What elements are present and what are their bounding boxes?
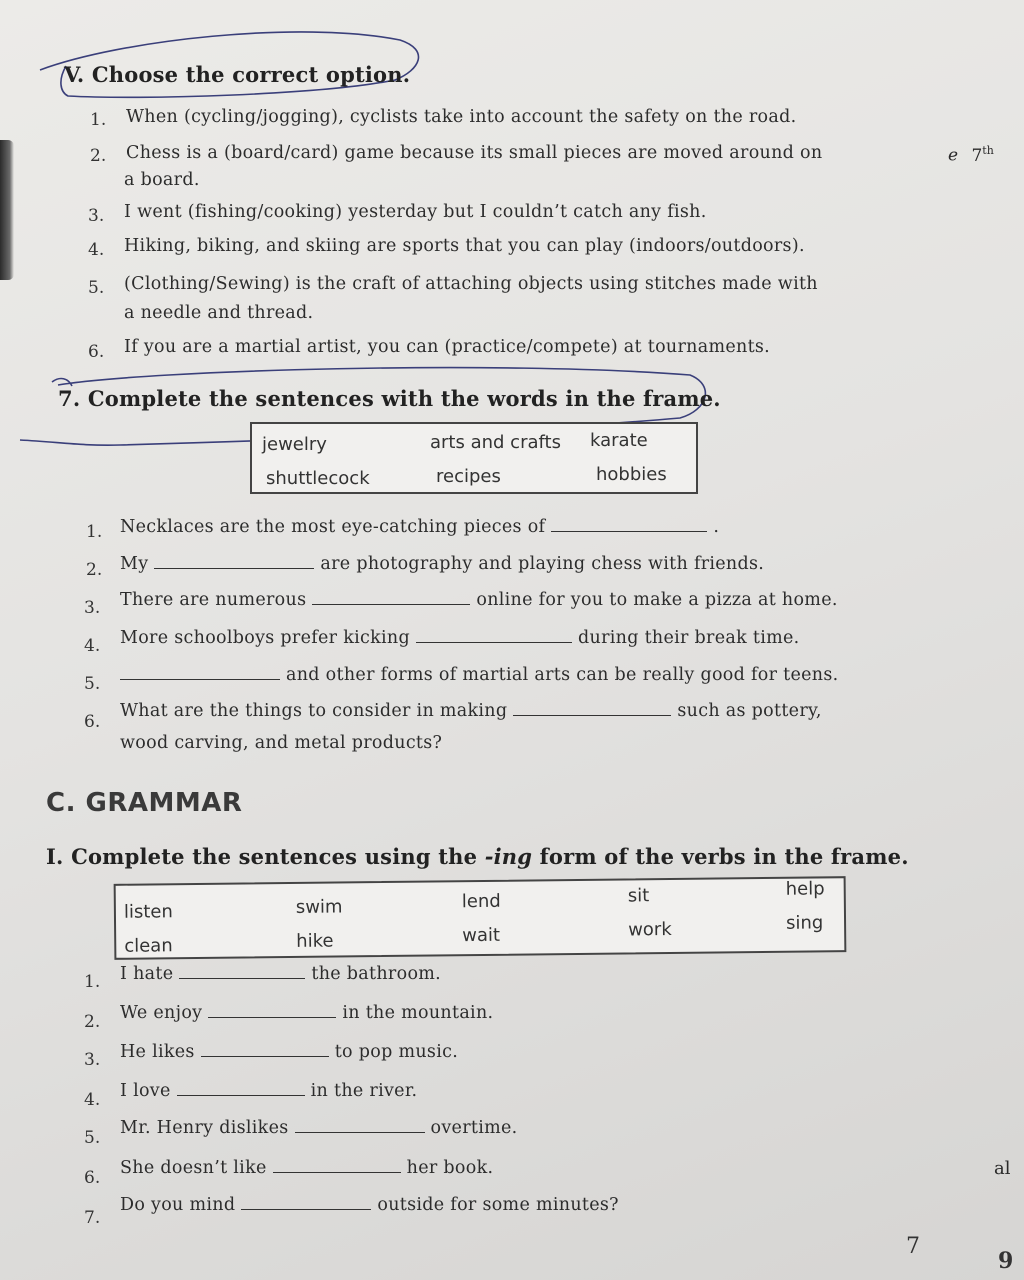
- g-item-5-after: overtime.: [430, 1118, 518, 1138]
- g-item-5-before: Mr. Henry dislikes: [120, 1118, 289, 1138]
- frame-word: recipes: [436, 466, 501, 487]
- frame-word: arts and crafts: [430, 432, 561, 453]
- v-item-3-text: I went (fishing/cooking) yesterday but I couldn’t catch any fish.: [124, 202, 707, 222]
- verb-frame: [114, 876, 847, 960]
- g-item-2-number: 2.: [84, 1012, 101, 1032]
- g-item-6-number: 6.: [84, 1168, 101, 1188]
- answer-blank[interactable]: [241, 1208, 371, 1210]
- vi-item-3-number: 3.: [84, 598, 101, 618]
- margin-note-prefix: e: [948, 145, 959, 166]
- answer-blank[interactable]: [551, 530, 707, 532]
- g-item-7-text: [120, 1195, 619, 1215]
- vi-item-1-after: .: [713, 517, 720, 537]
- v-item-2-text: Chess is a (board/card) game because its small pieces are moved around on: [126, 143, 823, 163]
- g-item-3-before: He likes: [120, 1042, 195, 1062]
- page-number: 7: [906, 1234, 920, 1259]
- section-v-heading: V. Choose the correct option.: [64, 62, 411, 87]
- vi-item-5-number: 5.: [84, 674, 101, 694]
- vi-item-6-after: such as pottery,: [677, 701, 822, 721]
- g-item-7-after: outside for some minutes?: [377, 1195, 619, 1215]
- answer-blank[interactable]: [513, 714, 671, 716]
- vi-item-4-before: More schoolboys prefer kicking: [120, 628, 410, 648]
- vi-item-2-after: are photography and playing chess with friends.: [320, 554, 765, 574]
- vi-item-3-text: [120, 590, 838, 610]
- g-item-6-before: She doesn’t like: [120, 1158, 267, 1178]
- vi-item-1-before: Necklaces are the most eye-catching pieces of: [120, 517, 546, 537]
- v-item-4-text: Hiking, biking, and skiing are sports that you can play (indoors/outdoors).: [124, 236, 805, 256]
- g-item-7-number: 7.: [84, 1208, 101, 1228]
- frame-word: listen: [123, 901, 173, 923]
- answer-blank[interactable]: [120, 678, 280, 680]
- v-item-5-text-cont: a needle and thread.: [124, 303, 314, 323]
- g-item-2-before: We enjoy: [120, 1003, 203, 1023]
- vi-item-2-number: 2.: [86, 560, 103, 580]
- vi-item-2-before: My: [120, 554, 149, 574]
- g-item-3-text: [120, 1042, 458, 1062]
- g-item-5-text: [120, 1118, 518, 1138]
- frame-word: sing: [785, 912, 824, 934]
- g-item-1-text: [120, 964, 441, 984]
- v-item-1-number: 1.: [90, 110, 107, 130]
- grammar-title-part1: Complete the sentences using the: [71, 844, 478, 869]
- answer-blank[interactable]: [154, 567, 314, 569]
- vi-item-1-text: [120, 517, 719, 537]
- edge-text: al: [994, 1158, 1011, 1179]
- grammar-section-label: C. GRAMMAR: [46, 788, 243, 818]
- g-item-1-number: 1.: [84, 972, 101, 992]
- v-item-6-number: 6.: [88, 342, 105, 362]
- g-item-7-before: Do you mind: [120, 1195, 236, 1215]
- margin-note: [948, 144, 994, 166]
- vi-item-6-text-cont: wood carving, and metal products?: [120, 733, 443, 753]
- frame-word: work: [628, 918, 672, 941]
- answer-blank[interactable]: [273, 1171, 401, 1173]
- section-v-title: Choose the correct option.: [91, 62, 411, 87]
- grammar-title-italic: -ing: [484, 844, 533, 869]
- vi-item-6-text: [120, 701, 822, 721]
- margin-note-main: 7: [971, 145, 983, 166]
- v-item-2-text-cont: a board.: [124, 170, 200, 190]
- g-item-4-text: [120, 1081, 417, 1101]
- g-item-3-after: to pop music.: [334, 1042, 459, 1062]
- grammar-title-part2: form of the verbs in the frame.: [539, 844, 909, 869]
- g-item-3-number: 3.: [84, 1050, 101, 1070]
- vi-item-6-number: 6.: [84, 712, 101, 732]
- g-item-4-number: 4.: [84, 1090, 101, 1110]
- v-item-5-text: (Clothing/Sewing) is the craft of attaching objects using stitches made with: [124, 274, 818, 294]
- g-item-1-after: the bathroom.: [311, 964, 442, 984]
- vi-item-5-text: [114, 665, 839, 685]
- corner-number: 9: [998, 1248, 1014, 1274]
- v-item-5-number: 5.: [88, 278, 105, 298]
- g-item-2-text: [120, 1003, 493, 1023]
- vi-item-3-before: There are numerous: [120, 590, 307, 610]
- g-item-4-after: in the river.: [310, 1081, 418, 1101]
- frame-word: jewelry: [262, 434, 327, 455]
- g-item-4-before: I love: [120, 1081, 171, 1101]
- frame-word: karate: [590, 430, 648, 451]
- v-item-1-text: When (cycling/jogging), cyclists take into account the safety on the road.: [126, 107, 797, 127]
- section-vi-title: Complete the sentences with the words in the frame.: [87, 386, 721, 411]
- grammar-exercise-numeral: I.: [46, 844, 64, 869]
- g-item-2-after: in the mountain.: [342, 1003, 494, 1023]
- frame-word: swim: [295, 896, 343, 918]
- section-vi-numeral: 7: [58, 386, 73, 411]
- vi-item-1-number: 1.: [86, 522, 103, 542]
- frame-word: wait: [462, 924, 501, 947]
- answer-blank[interactable]: [295, 1131, 425, 1133]
- g-item-6-after: her book.: [406, 1158, 494, 1178]
- frame-word: help: [785, 878, 825, 900]
- vi-item-3-after: online for you to make a pizza at home.: [476, 590, 838, 610]
- answer-blank[interactable]: [208, 1016, 336, 1018]
- grammar-exercise-heading: [46, 844, 909, 869]
- vi-item-4-text: [120, 628, 800, 648]
- frame-word: hike: [296, 930, 334, 952]
- v-item-2-number: 2.: [90, 146, 107, 166]
- answer-blank[interactable]: [177, 1094, 305, 1096]
- vi-item-6-before: What are the things to consider in making: [120, 701, 508, 721]
- section-v-numeral: V: [64, 62, 77, 87]
- g-item-1-before: I hate: [120, 964, 174, 984]
- frame-word: hobbies: [596, 464, 667, 485]
- vocabulary-frame: [250, 422, 698, 494]
- frame-word: clean: [124, 935, 173, 957]
- vi-item-4-number: 4.: [84, 636, 101, 656]
- frame-word: sit: [627, 885, 650, 907]
- margin-note-sup: th: [982, 144, 994, 157]
- answer-blank[interactable]: [201, 1055, 329, 1057]
- vi-item-4-after: during their break time.: [578, 628, 800, 648]
- g-item-5-number: 5.: [84, 1128, 101, 1148]
- frame-word: shuttlecock: [266, 468, 370, 489]
- vi-item-2-text: [120, 554, 764, 574]
- answer-blank[interactable]: [179, 977, 305, 979]
- v-item-4-number: 4.: [88, 240, 105, 260]
- v-item-3-number: 3.: [88, 206, 105, 226]
- v-item-6-text: If you are a martial artist, you can (practice/compete) at tournaments.: [124, 337, 771, 357]
- vi-item-5-after: and other forms of martial arts can be really good for teens.: [286, 665, 839, 685]
- g-item-6-text: [120, 1158, 493, 1178]
- answer-blank[interactable]: [416, 641, 572, 643]
- notebook-binding: [0, 140, 14, 280]
- section-vi-heading: 7. Complete the sentences with the words in the frame.: [58, 386, 721, 411]
- answer-blank[interactable]: [312, 603, 470, 605]
- frame-word: lend: [461, 890, 501, 913]
